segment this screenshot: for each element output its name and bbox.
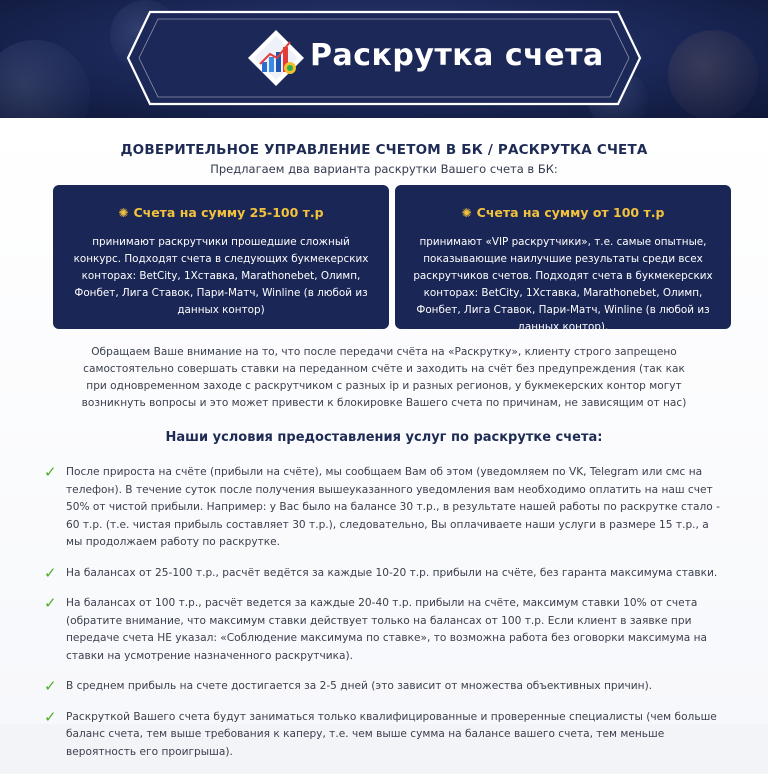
offer-card-title [411,205,715,220]
title-banner [128,12,640,104]
condition-text: Раскруткой Вашего счета будут заниматься только квалифицированные и проверенные специалисты (чем больше баланс счета, тем выше требования к каперу, т.е. чем выше сумма на балансе вашего счета, тем меньше вероятность его проигрыша). [66,710,717,758]
warning-notice: Обращаем Ваше внимание на то, что после передачи счёта на «Раскрутку», клиенту строго запрещено самостоятельно совершать ставки на переданном счёте и заходить на счёт без предупреждения (так как при одновременном заходе с раскрутчиком с разных ip и разных регионов, у букмекерских контор могут возникнуть вопросы и это может привести к блокировке Вашего счета по причинам, не зависящим от нас) [81,346,687,409]
checkmark-icon: ✓ [44,463,57,481]
section-subheading: Предлагаем два варианта раскрутки Вашего счета в БК: [210,162,558,176]
conditions-list [44,464,724,774]
checkmark-icon: ✓ [44,677,57,695]
list-item [44,565,724,583]
sun-icon: ✺ [118,205,129,220]
condition-text: На балансах от 100 т.р., расчёт ведется за каждые 20-40 т.р. прибыли на счёте, максимум ставки 10% от счета (обратите внимание, что максимум ставки действует только на балансах от 100 т.р. Если клиент в заявке при передаче счета НЕ указал: «Соблюдение максимума по ставке», то возможна работа без оговорки максимума на ставки на усмотрение назначенного раскрутчика). [66,597,708,662]
list-item [44,595,724,665]
page-title-banner: Раскрутка счета [310,38,604,73]
condition-text: После прироста на счёте (прибыли на счёте), мы сообщаем Вам об этом (уведомляем по VK, Telegram или смс на телефон). В течение суток после получения вышеуказанного уведомления вам необходимо оплатить на наш счет 50% от чистой прибыли. Например: у Вас было на балансе 30 т.р., в результате нашей работы по раскрутке стало - 60 т.р. (т.е. чистая прибыль составляет 30 т.р.), следовательно, Вы оплачиваете наши услуги в размере 15 т.р., а мы продолжаем работу по раскрутке. [66,466,720,548]
main-content [0,118,768,758]
offer-card-text: принимают «VIP раскрутчики», т.е. самые опытные, показывающие наилучшие результаты среди всех раскрутчиков счетов. Подходят счета в букмекерских конторах: BetCity, 1Хставка, Marathonebet, Олимп, Фонбет, Лига Ставок, Пари-Матч, Winline (в любой из данных контор). [413,236,713,333]
conditions-heading: Наши условия предоставления услуг по раскрутке счета: [165,430,603,445]
offer-card-title [69,205,373,220]
condition-text: На балансах от 25-100 т.р., расчёт ведётся за каждые 10-20 т.р. прибыли на счёте, без гаранта максимума ставки. [66,566,718,579]
offer-card-text: принимают раскрутчики прошедшие сложный конкурс. Подходят счета в следующих букмекерских конторах: BetCity, 1Хставка, Marathonebet, Олимп, Фонбет, Лига Ставок, Пари-Матч, Winline (в любой из данных контор) [73,236,369,316]
list-item [44,464,724,552]
condition-text: В среднем прибыль на счете достигается за 2-5 дней (это зависит от множества объективных причин). [66,680,653,692]
sun-icon: ✺ [461,205,472,220]
offer-card-title-text: Счета на сумму от 100 т.р [476,205,665,220]
checkmark-icon: ✓ [44,707,57,726]
section-heading: ДОВЕРИТЕЛЬНОЕ УПРАВЛЕНИЕ СЧЕТОМ В БК / РАСКРУТКА СЧЕТА [120,142,648,158]
list-item [44,709,724,762]
list-item [44,678,724,696]
checkmark-icon: ✓ [44,563,57,582]
growth-chart-logo-icon [246,28,306,88]
checkmark-icon: ✓ [44,594,57,612]
decorative-ball [668,30,758,120]
offer-card-25-100 [53,185,389,329]
hero-header [0,0,768,118]
offer-card-100-plus [395,185,731,333]
offer-card-title-text: Счета на сумму 25-100 т.р [133,205,324,220]
